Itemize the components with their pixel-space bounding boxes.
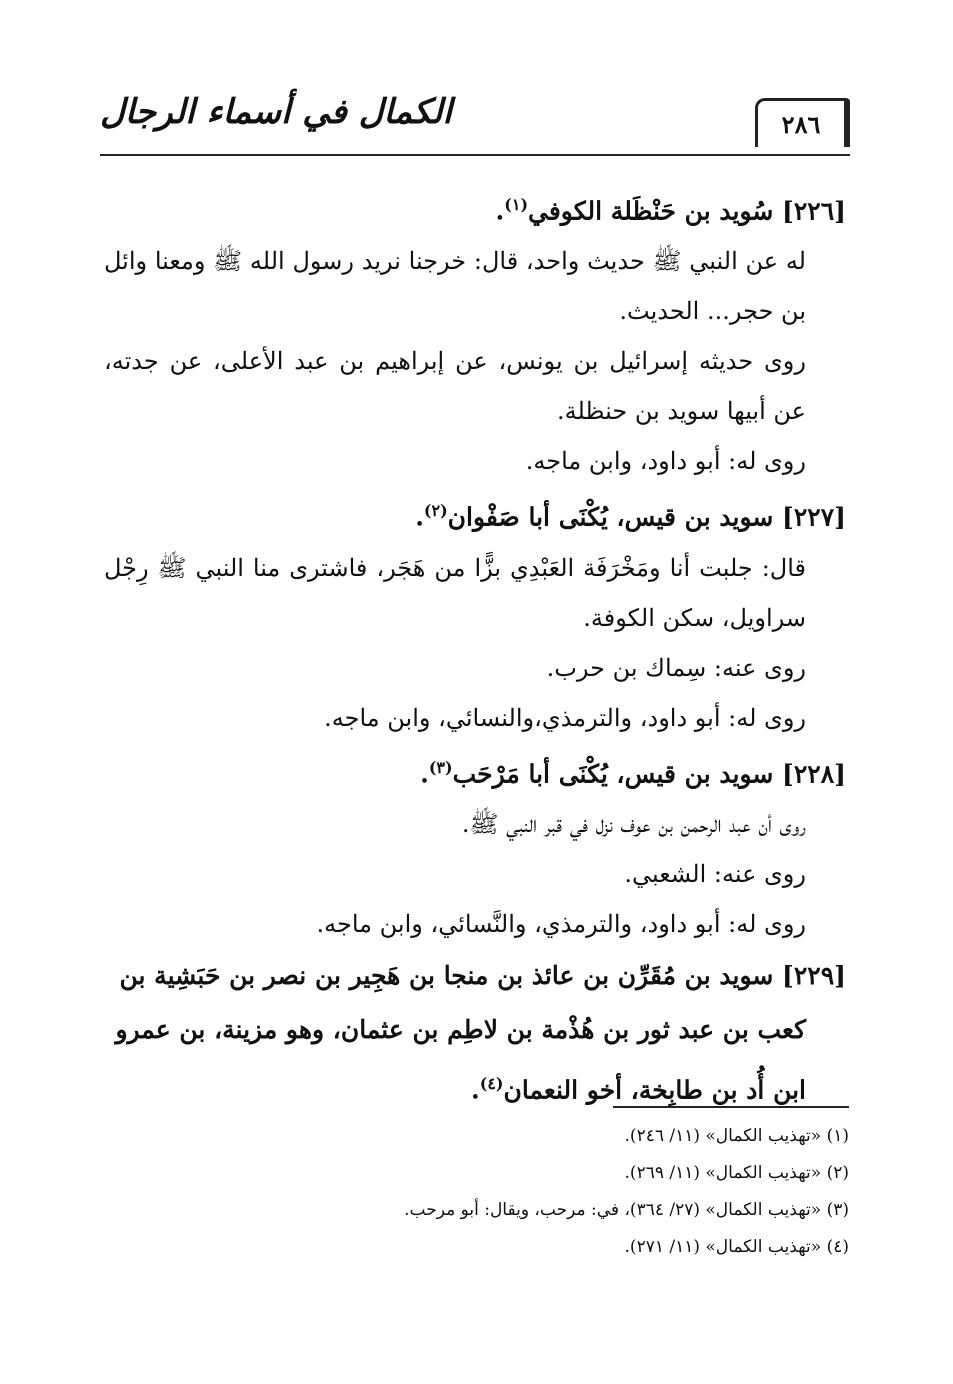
footnote-marker-1: (١) [504, 195, 529, 214]
page-header [100, 88, 850, 158]
page-body [104, 180, 846, 1117]
entry-heading-227 [104, 486, 846, 542]
entry-heading-229 [104, 949, 846, 1117]
heading-end: . [420, 758, 429, 788]
footnote-4: (٤) «تهذيب الكمال» (١١/ ٢٧١). [624, 1237, 849, 1257]
header-rule [100, 154, 850, 156]
footnote-2: (٢) «تهذيب الكمال» (١١/ ٢٦٩). [624, 1163, 849, 1183]
footnotes [107, 1118, 849, 1266]
book-title: الكمال في أسماء الرجال [100, 92, 452, 132]
entry-229-line-3-text: ابن أُد بن طابِخة، أخو النعمان [503, 1075, 806, 1105]
paragraph-228-3: روى له: أبو داود، والترمذي، والنَّسائي، وابن ماجه. [316, 909, 806, 938]
paragraph-226-3: روى له: أبو داود، وابن ماجه. [525, 447, 806, 476]
heading-end: . [471, 1075, 480, 1105]
footnote-marker-4: (٤) [479, 1073, 504, 1093]
footnote-marker-2: (٢) [423, 501, 448, 521]
paragraph-228-2: روى عنه: الشعبي. [624, 859, 806, 888]
entry-229-line-1: [٢٢٩] سويد بن مُقَرِّن بن عائذ بن منجا بن هَجِير بن نصر بن حَبَشِية بن [119, 960, 846, 990]
page-number: ٢٨٦ [755, 98, 850, 147]
footnote-1: (١) «تهذيب الكمال» (١١/ ٢٤٦). [624, 1126, 849, 1146]
paragraph-227-2: روى عنه: سِماك بن حرب. [546, 653, 806, 682]
entry-title-228: [٢٢٨] سويد بن قيس، يُكْنَى أبا مَرْحَب [452, 758, 846, 788]
paragraph-227-1: قال: جلبت أنا ومَخْرَفَة العَبْدِي بزًّا من هَجَر، فاشترى منا النبي ﷺ رِجْل سراويل، سكن الكوفة. [104, 553, 806, 632]
heading-end: . [495, 196, 505, 226]
entry-heading-228 [104, 743, 846, 799]
entry-title-226: [٢٢٦] سُويد بن حَنْظَلة الكوفي [528, 196, 846, 226]
entry-229-line-3 [104, 1057, 846, 1117]
footnote-rule [613, 1106, 849, 1108]
entry-title-227: [٢٢٧] سويد بن قيس، يُكْنَى أبا صَفْوان [447, 502, 846, 532]
paragraph-228-1: روى أن عبد الرحمن بن عوف نزل في قبر النبي ﷺ. [461, 809, 806, 838]
entry-heading-226 [104, 180, 846, 236]
footnote-3: (٣) «تهذيب الكمال» (٢٧/ ٣٦٤)، في: مرحب، ويقال: أبو مرحب. [404, 1200, 849, 1220]
paragraph-226-2: روى حديثه إسرائيل بن يونس، عن إبراهيم بن عبد الأعلى، عن جدته، عن أبيها سويد بن حنظلة. [104, 347, 806, 426]
entry-229-line-2: كعب بن عبد ثور بن هُذْمة بن لاطِم بن عثمان، وهو مزينة، بن عمرو [115, 1014, 806, 1044]
paragraph-227-3: روى له: أبو داود، والترمذي،والنسائي، وابن ماجه. [324, 703, 806, 732]
heading-end: . [415, 502, 424, 532]
footnote-marker-3: (٣) [428, 757, 453, 777]
paragraph-226-1: له عن النبي ﷺ حديث واحد، قال: خرجنا نريد رسول الله ﷺ ومعنا وائل بن حجر... الحديث. [104, 247, 806, 326]
